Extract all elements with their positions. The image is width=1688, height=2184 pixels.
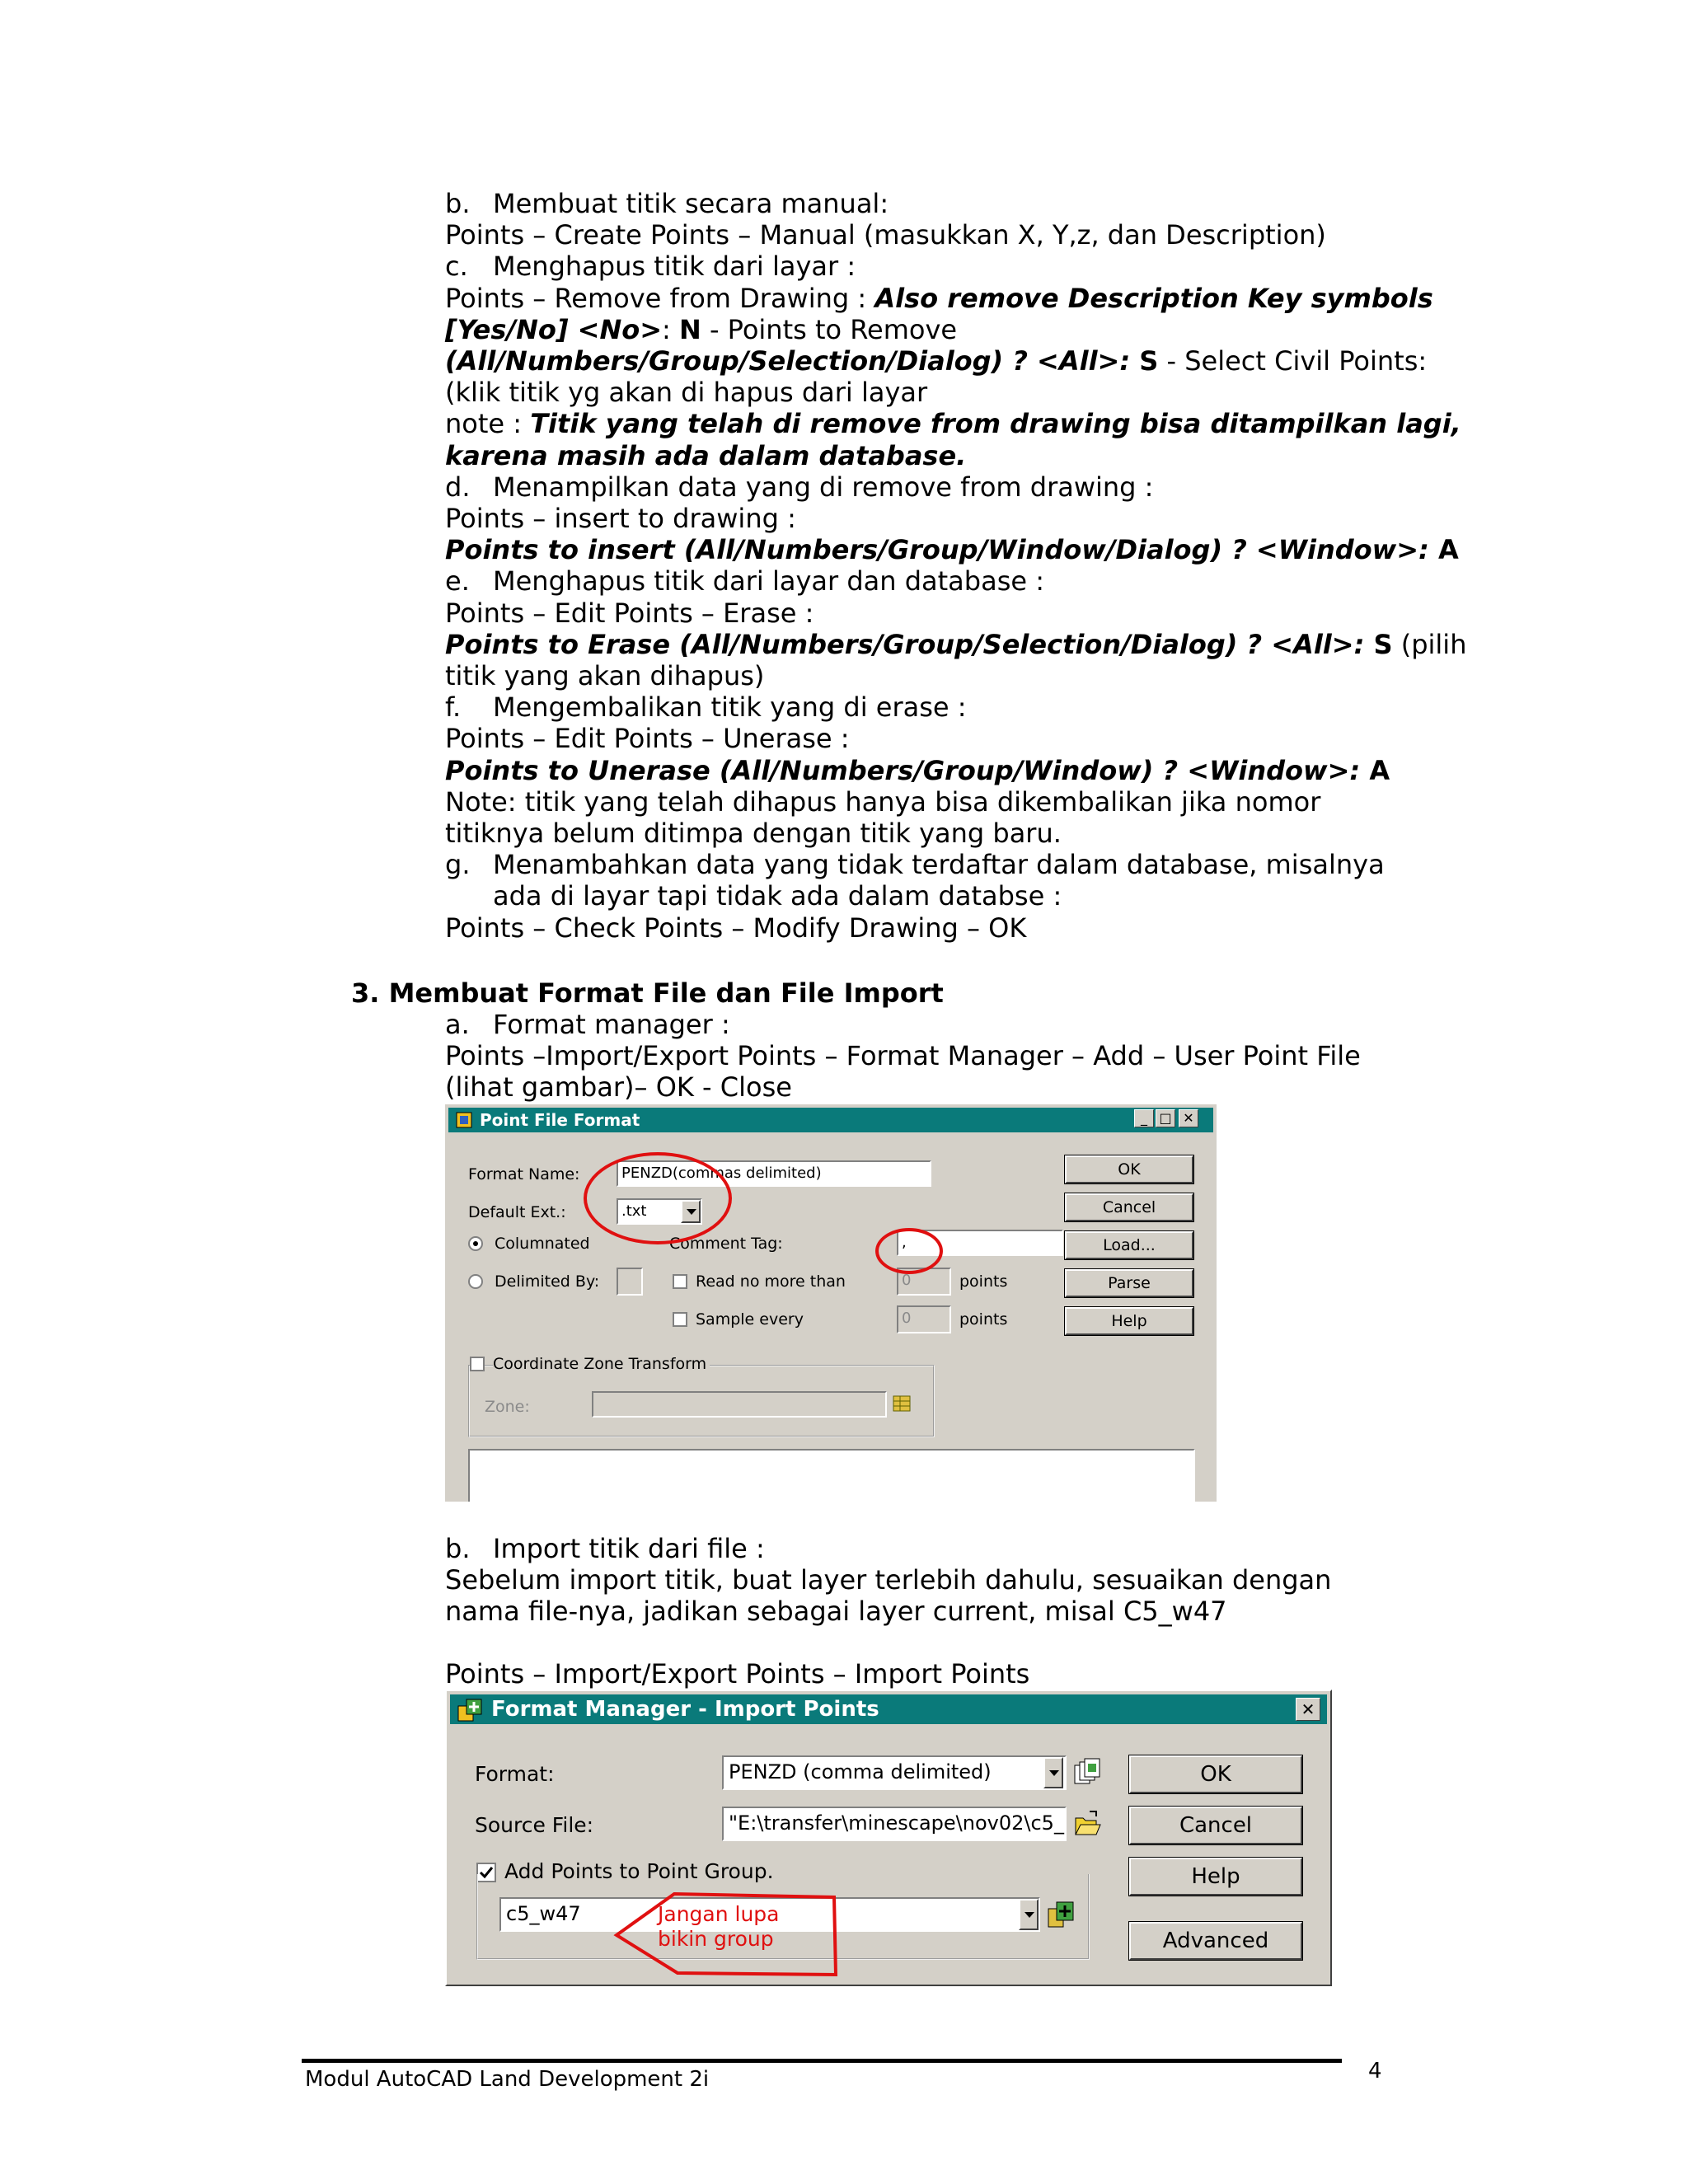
text-span: S: [1139, 345, 1159, 377]
text-line: [445, 440, 966, 471]
format-manager-icon[interactable]: [1073, 1757, 1101, 1788]
text-line: [445, 880, 1062, 912]
text-span: S: [1373, 628, 1393, 660]
item-b: [445, 1533, 765, 1564]
default-ext-select[interactable]: .txt: [617, 1198, 702, 1225]
text-span: Note: titik yang telah dihapus hanya bisa dikembalikan jika nomor: [445, 785, 1321, 818]
text-span: (pilih: [1392, 628, 1467, 660]
text-span: :: [662, 313, 679, 345]
text-span: g.: [445, 849, 471, 881]
import-points-dialog: [445, 1690, 1332, 1986]
read-no-more-label: Read no more than: [696, 1272, 846, 1291]
text-line: [445, 314, 957, 345]
page-number: 4: [1368, 2059, 1382, 2083]
format-name-input[interactable]: PENZD(commas delimited): [617, 1160, 931, 1187]
item-b-path: Points – Import/Export Points – Import Points: [445, 1658, 1030, 1690]
text-span: - Select Civil Points:: [1158, 345, 1428, 377]
coord-zone-label: Coordinate Zone Transform: [493, 1355, 710, 1373]
zone-label: Zone:: [485, 1398, 530, 1416]
text-span: Menghapus titik dari layar dan database :: [493, 565, 1044, 598]
item-b-line3: nama file-nya, jadikan sebagai layer current, misal C5_w47: [445, 1596, 1227, 1627]
text-span: A: [1437, 534, 1459, 566]
text-line: [445, 786, 1320, 818]
item-a-prefix: a.: [445, 1009, 470, 1040]
close-icon[interactable]: ✕: [1179, 1109, 1198, 1127]
text-span: A: [1369, 754, 1390, 786]
text-span: Points – Create Points – Manual (masukkan X, Y,z, dan Description): [445, 219, 1326, 251]
text-span: Points to Unerase (All/Numbers/Group/Window) ? <Window>:: [445, 754, 1370, 786]
footer-rule: [302, 2059, 1342, 2063]
advanced-button[interactable]: Advanced: [1129, 1922, 1302, 1960]
text-span: (All/Numbers/Group/Selection/Dialog) ? <All>:: [445, 345, 1140, 377]
source-file-label: Source File:: [475, 1813, 594, 1837]
dialog-title: Format Manager - Import Points: [491, 1697, 879, 1722]
add-points-label: Add Points to Point Group.: [504, 1859, 774, 1883]
text-span: e.: [445, 565, 470, 598]
text-line: [445, 565, 1044, 597]
folder-open-icon[interactable]: [1073, 1808, 1101, 1840]
dialog-titlebar: [448, 1108, 1213, 1132]
footer-text: Modul AutoCAD Land Development 2i: [305, 2067, 710, 2092]
points-label: points: [959, 1310, 1008, 1329]
text-span: Points – Remove from Drawing :: [445, 282, 875, 314]
format-name-label: Format Name:: [468, 1165, 580, 1183]
item-b-text: Import titik dari file :: [493, 1533, 765, 1564]
chevron-down-icon[interactable]: [1043, 1757, 1063, 1788]
text-span: Menghapus titik dari layar :: [493, 251, 856, 283]
annotation-text: Jangan lupa: [658, 1902, 780, 1926]
sample-every-input[interactable]: 0: [897, 1305, 951, 1333]
ok-button[interactable]: OK: [1065, 1155, 1193, 1183]
text-line: [445, 849, 1385, 880]
chevron-down-icon[interactable]: [1019, 1899, 1039, 1930]
app-icon: [457, 1698, 483, 1722]
text-line: [445, 219, 1326, 251]
text-span: f.: [445, 691, 462, 724]
text-span: Points – Edit Points – Unerase :: [445, 723, 850, 755]
point-file-format-dialog: [445, 1104, 1217, 1502]
text-line: [445, 534, 1459, 565]
columnated-label: Columnated: [495, 1235, 590, 1253]
text-span: Menambahkan data yang tidak terdaftar dalam database, misalnya: [493, 849, 1385, 881]
delimited-radio[interactable]: [468, 1274, 483, 1289]
sample-every-label: Sample every: [696, 1310, 804, 1329]
text-line: [445, 251, 856, 282]
text-line: [445, 818, 1062, 849]
text-span: - Points to Remove: [701, 313, 958, 345]
app-icon: [455, 1111, 473, 1129]
dialog-title: Point File Format: [480, 1110, 640, 1130]
point-group-manager-icon[interactable]: [1047, 1899, 1075, 1930]
text-span: Menampilkan data yang di remove from drawing :: [493, 471, 1154, 503]
text-span: [Yes/No] <No>: [445, 313, 663, 345]
item-a: [445, 1009, 730, 1040]
item-b-prefix: b.: [445, 1533, 471, 1564]
text-span: Points to Erase (All/Numbers/Group/Selection/Dialog) ? <All>:: [445, 628, 1374, 660]
help-button[interactable]: Help: [1129, 1858, 1302, 1896]
ok-button[interactable]: OK: [1129, 1755, 1302, 1793]
text-line: [445, 912, 1026, 944]
cancel-button[interactable]: Cancel: [1065, 1193, 1193, 1221]
text-span: Points to insert (All/Numbers/Group/Window/Dialog) ? <Window>:: [445, 534, 1438, 566]
text-line: [445, 188, 889, 219]
text-span: karena masih ada dalam database.: [445, 439, 967, 471]
text-line: [445, 283, 1433, 314]
maximize-icon[interactable]: □: [1156, 1109, 1175, 1127]
text-span: Points – insert to drawing :: [445, 503, 796, 534]
text-span: titiknya belum ditimpa dengan titik yang baru.: [445, 818, 1062, 849]
annotation-circle: [584, 1152, 732, 1244]
text-line: [445, 345, 1427, 377]
text-span: note :: [445, 408, 531, 440]
parse-button[interactable]: Parse: [1065, 1269, 1193, 1297]
zone-input[interactable]: [592, 1391, 887, 1418]
source-file-input[interactable]: "E:\transfer\minescape\nov02\c5_: [722, 1807, 1067, 1841]
item-a-note: (lihat gambar)– OK - Close: [445, 1071, 792, 1103]
text-line: [445, 691, 967, 723]
text-span: Membuat titik secara manual:: [493, 188, 889, 219]
comment-tag-label: Comment Tag:: [669, 1235, 783, 1253]
text-span: (klik titik yg akan di hapus dari layar: [445, 377, 928, 409]
load-button[interactable]: Load...: [1065, 1231, 1193, 1259]
text-span: Mengembalikan titik yang di erase :: [493, 691, 967, 724]
cancel-button[interactable]: Cancel: [1129, 1807, 1302, 1844]
text-span: Also remove Description Key symbols: [874, 282, 1433, 314]
text-span: Points – Check Points – Modify Drawing – OK: [445, 912, 1027, 944]
item-a-text: Format manager :: [493, 1009, 730, 1040]
text-line: [445, 408, 1461, 439]
default-ext-label: Default Ext.:: [468, 1203, 566, 1221]
item-b-line2: Sebelum import titik, buat layer terlebih dahulu, sesuaikan dengan: [445, 1564, 1332, 1596]
dialog-titlebar: [450, 1694, 1327, 1724]
text-line: [445, 377, 927, 408]
annotation-text: bikin group: [658, 1927, 774, 1951]
text-span: N: [678, 313, 701, 345]
text-span: c.: [445, 251, 468, 283]
text-line: [445, 503, 796, 534]
text-span: titik yang akan dihapus): [445, 660, 765, 691]
text-line: [445, 471, 1153, 503]
text-span: Points – Edit Points – Erase :: [445, 597, 814, 629]
text-line: [445, 723, 850, 754]
sample-every-checkbox[interactable]: [673, 1312, 687, 1327]
text-line: [445, 629, 1466, 660]
format-label: Format:: [475, 1762, 555, 1786]
help-button[interactable]: Help: [1065, 1307, 1193, 1335]
preview-area: [468, 1449, 1195, 1502]
point-group-input[interactable]: c5_w47: [499, 1897, 1040, 1932]
text-span: Titik yang telah di remove from drawing bisa ditampilkan lagi,: [530, 408, 1461, 440]
points-label: points: [959, 1272, 1008, 1291]
minimize-icon[interactable]: _: [1134, 1109, 1154, 1127]
comment-tag-input[interactable]: ,: [897, 1230, 1063, 1256]
delimited-label: Delimited By:: [495, 1272, 600, 1291]
close-icon[interactable]: ✕: [1296, 1698, 1320, 1721]
delimiter-input[interactable]: [617, 1268, 643, 1296]
text-line: [445, 660, 764, 691]
coord-zone-checkbox[interactable]: [470, 1357, 485, 1371]
read-no-more-checkbox[interactable]: [673, 1274, 687, 1289]
item-a-path: Points –Import/Export Points – Format Manager – Add – User Point File: [445, 1040, 1361, 1071]
text-line: [445, 755, 1390, 786]
text-span: d.: [445, 471, 471, 503]
text-line: [445, 598, 814, 629]
format-select[interactable]: PENZD (comma delimited): [722, 1755, 1067, 1790]
section-heading: 3. Membuat Format File dan File Import: [351, 977, 944, 1009]
zone-picker-icon[interactable]: [890, 1391, 913, 1416]
columnated-radio[interactable]: [468, 1236, 483, 1251]
text-span: b.: [445, 188, 471, 219]
read-no-more-input[interactable]: 0: [897, 1268, 951, 1296]
annotation-circle: [875, 1228, 943, 1274]
text-span: ada di layar tapi tidak ada dalam databse :: [493, 880, 1062, 912]
